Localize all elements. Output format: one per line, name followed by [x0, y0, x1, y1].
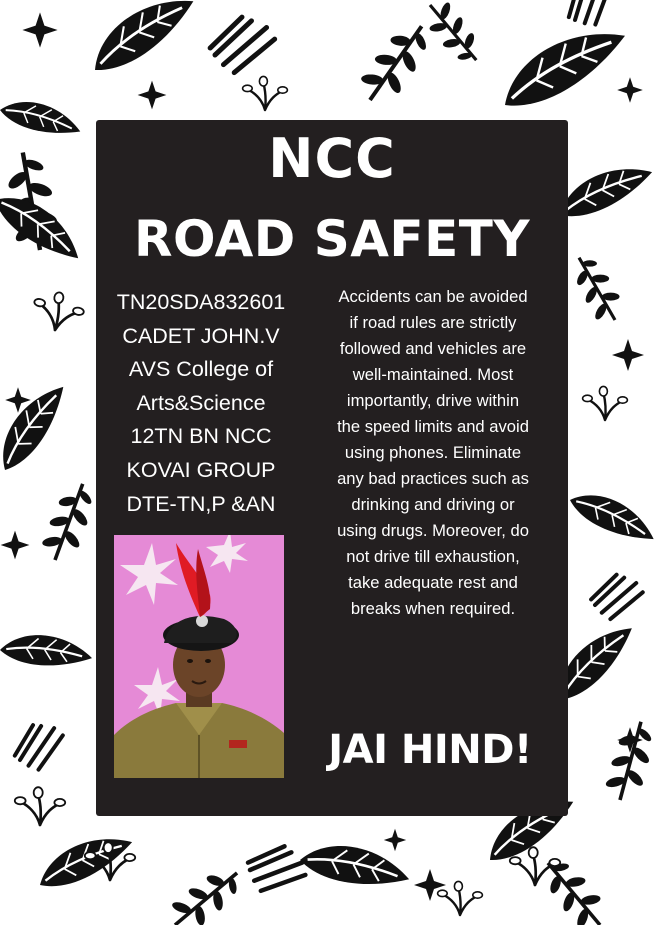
poster-title-ncc: NCC [268, 127, 396, 190]
poster-title-road-safety: ROAD SAFETY [133, 210, 531, 268]
cadet-info-line: CADET JOHN.V [122, 323, 280, 348]
cadet-info-line: TN20SDA832601 [116, 290, 286, 314]
road-safety-message: Accidents can be avoided if road rules are strictly followed and vehicles are well-maintained. Most importantly, drive within the speed limits and avoid using phones. Eliminate any bad practices such as drinking and driving or using drugs. Moreover, do not drive till exhaustion, take adequate rest and breaks when required. [337, 287, 529, 618]
cadet-info-line: AVS College of [128, 357, 274, 382]
cadet-photo-icon [114, 535, 284, 778]
cadet-info-line: 12TN BN NCC [130, 424, 272, 449]
cadet-info-line: DTE-TN,P &AN [126, 491, 276, 516]
cadet-info-line: Arts&Science [136, 390, 266, 415]
cadet-info [100, 286, 302, 521]
cadet-photo [114, 535, 284, 778]
closing-slogan: JAI HIND! [328, 727, 532, 773]
cadet-info-line: KOVAI GROUP [126, 457, 276, 482]
